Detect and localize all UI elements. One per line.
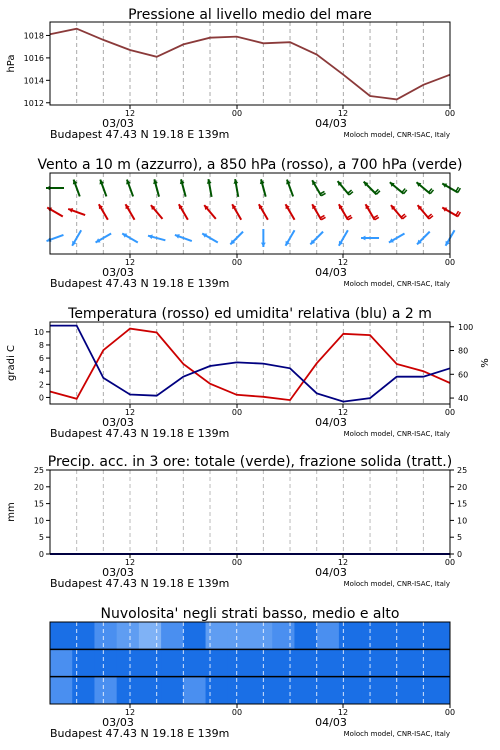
cloud-cell — [139, 677, 162, 704]
wind-10m-arrow — [417, 232, 430, 245]
date-label: 03/03 — [102, 566, 134, 579]
date-label: 04/03 — [315, 416, 347, 429]
wind-850-arrow — [312, 204, 325, 220]
cloud-cell — [317, 622, 340, 649]
x-tick-label: 12 — [124, 258, 136, 267]
chart-title: Vento a 10 m (azzurro), a 850 hPa (rosso), a 700 hPa (verde) — [37, 157, 463, 173]
credit-label: Moloch model, CNR-ISAC, Italy — [343, 580, 450, 588]
cloud-cell — [228, 649, 251, 676]
cloud-cell — [50, 649, 73, 676]
y2-tick-label: 10 — [457, 516, 468, 526]
chart-title: Nuvolosita' negli strati basso, medio e alto — [100, 606, 400, 622]
y2-tick-label: 100 — [458, 322, 474, 332]
cloud-cell — [161, 677, 184, 704]
cloud-cell — [72, 677, 95, 704]
chart-panel-4 — [6, 454, 467, 590]
cloud-cell — [339, 622, 362, 649]
cloud-cell — [428, 649, 451, 676]
x-tick-label: 12 — [124, 708, 136, 717]
wind-10m-arrow — [202, 234, 218, 243]
wind-700-arrow — [126, 180, 133, 197]
wind-850-arrow — [391, 205, 406, 219]
y-tick-label: 1018 — [23, 31, 44, 41]
cloud-cell — [94, 649, 117, 676]
y-axis-label: gradi C — [6, 345, 17, 381]
wind-700-arrow — [153, 179, 159, 196]
wind-700-arrow — [46, 186, 64, 191]
cloud-cell — [94, 677, 117, 704]
cloud-cell — [250, 677, 273, 704]
x-tick-label: 12 — [337, 258, 349, 267]
y-tick-label: 1014 — [23, 76, 44, 86]
plot-frame — [50, 470, 450, 554]
cloud-cell — [383, 649, 406, 676]
y-tick-label: 1012 — [23, 98, 44, 108]
wind-10m-arrow — [175, 234, 192, 241]
date-label: 04/03 — [315, 716, 347, 729]
y2-tick-label: 20 — [457, 482, 468, 492]
wind-700-arrow — [100, 180, 107, 197]
cloud-cell — [139, 622, 162, 649]
y2-tick-label: 15 — [457, 499, 468, 509]
location-label: Budapest 47.43 N 19.18 E 139m — [50, 577, 230, 590]
cloud-cell — [50, 677, 73, 704]
y-axis-label: hPa — [6, 54, 17, 73]
cloud-cell — [206, 677, 229, 704]
chart-title: Temperatura (rosso) ed umidita' relativa (blu) a 2 m — [68, 306, 432, 322]
wind-700-arrow — [442, 184, 460, 193]
x-tick-label: 00 — [231, 258, 243, 267]
wind-850-arrow — [339, 204, 352, 220]
cloud-cell — [272, 677, 295, 704]
wind-700-arrow — [207, 179, 212, 197]
wind-700-arrow — [416, 182, 433, 194]
cloud-cell — [183, 677, 206, 704]
arrow-head — [361, 236, 365, 241]
cloud-cell — [72, 622, 95, 649]
wind-700-arrow — [234, 179, 239, 197]
y-tick-label: 20 — [33, 482, 44, 492]
x-tick-label: 12 — [124, 558, 136, 567]
cloud-cell — [339, 649, 362, 676]
chart-title: Pressione al livello medio del mare — [128, 7, 372, 23]
date-label: 03/03 — [102, 716, 134, 729]
cloud-cell — [272, 622, 295, 649]
x-tick-label: 12 — [337, 558, 349, 567]
chart-title: Precip. acc. in 3 ore: totale (verde), frazione solida (tratt.) — [47, 454, 453, 470]
y-tick-label: 2 — [38, 380, 44, 390]
wind-10m-arrow — [122, 234, 138, 243]
cloud-cell — [272, 649, 295, 676]
date-label: 03/03 — [102, 416, 134, 429]
wind-700-arrow — [260, 179, 266, 196]
cloud-cell — [294, 622, 317, 649]
y2-tick-label: 60 — [458, 370, 469, 380]
wind-700-arrow — [312, 180, 325, 196]
wind-850-arrow — [442, 208, 460, 217]
date-label: 03/03 — [102, 266, 134, 279]
cloud-cell — [94, 622, 117, 649]
y-axis-label: mm — [6, 502, 17, 522]
cloud-cell — [206, 622, 229, 649]
wind-700-arrow — [73, 180, 80, 197]
y-tick-label: 0 — [38, 550, 44, 559]
chart-panel-1 — [6, 7, 455, 141]
wind-10m-arrow — [230, 232, 243, 245]
location-label: Budapest 47.43 N 19.18 E 139m — [50, 727, 230, 740]
wind-10m-arrow — [47, 235, 64, 242]
cloud-cell — [139, 649, 162, 676]
cloud-cell — [361, 677, 384, 704]
wind-10m-arrow — [261, 229, 266, 247]
cloud-cell — [361, 622, 384, 649]
y-tick-label: 0 — [38, 393, 44, 403]
wind-850-arrow — [366, 204, 379, 220]
x-tick-label: 00 — [231, 408, 243, 417]
cloud-cell — [428, 622, 451, 649]
location-label: Budapest 47.43 N 19.18 E 139m — [50, 128, 230, 141]
date-label: 04/03 — [315, 566, 347, 579]
y2-axis-label: % — [480, 358, 491, 368]
x-tick-label: 00 — [231, 558, 243, 567]
y-tick-label: 6 — [38, 354, 44, 364]
cloud-cell — [250, 649, 273, 676]
cloud-cell — [72, 649, 95, 676]
wind-700-arrow — [180, 179, 186, 196]
wind-10m-arrow — [310, 232, 323, 245]
cloud-cell — [250, 622, 273, 649]
cloud-cell — [294, 677, 317, 704]
cloud-cell — [294, 649, 317, 676]
y2-tick-label: 5 — [457, 533, 463, 543]
y-tick-label: 4 — [38, 367, 44, 377]
cloud-cell — [161, 649, 184, 676]
location-label: Budapest 47.43 N 19.18 E 139m — [50, 277, 230, 290]
plot-frame — [50, 22, 450, 105]
x-tick-label: 00 — [444, 708, 456, 717]
wind-700-arrow — [286, 180, 293, 197]
cloud-cell — [161, 622, 184, 649]
cloud-cell — [117, 677, 140, 704]
cloud-cell — [406, 649, 429, 676]
y-tick-label: 10 — [33, 327, 44, 337]
wind-850-arrow — [418, 205, 433, 219]
y-tick-label: 8 — [38, 340, 44, 350]
arrow-head — [261, 243, 266, 247]
date-label: 03/03 — [102, 117, 134, 130]
credit-label: Moloch model, CNR-ISAC, Italy — [343, 131, 450, 139]
cloud-cell — [228, 622, 251, 649]
y-tick-label: 5 — [38, 533, 44, 543]
y-tick-label: 10 — [33, 516, 44, 526]
cloud-cell — [428, 677, 451, 704]
credit-label: Moloch model, CNR-ISAC, Italy — [343, 280, 450, 288]
cloud-cell — [383, 677, 406, 704]
y2-tick-label: 25 — [457, 466, 468, 475]
credit-label: Moloch model, CNR-ISAC, Italy — [343, 730, 450, 738]
cloud-cell — [117, 649, 140, 676]
x-tick-label: 12 — [337, 408, 349, 417]
date-label: 04/03 — [315, 117, 347, 130]
temperature-line — [50, 329, 450, 401]
x-tick-label: 12 — [124, 109, 136, 118]
x-tick-label: 00 — [444, 109, 456, 118]
y2-tick-label: 0 — [457, 550, 463, 559]
y-tick-label: 15 — [33, 499, 44, 509]
humidity-line — [50, 326, 450, 402]
cloud-cell — [317, 677, 340, 704]
y-tick-label: 25 — [33, 466, 44, 475]
y-tick-label: 1016 — [23, 53, 44, 63]
x-tick-label: 00 — [231, 708, 243, 717]
credit-label: Moloch model, CNR-ISAC, Italy — [343, 430, 450, 438]
cloud-cell — [383, 622, 406, 649]
cloud-cell — [406, 622, 429, 649]
cloud-cell — [183, 649, 206, 676]
x-tick-label: 00 — [231, 109, 243, 118]
wind-700-arrow — [390, 182, 407, 194]
chart-panel-3 — [6, 306, 491, 440]
cloud-cell — [317, 649, 340, 676]
cloud-cell — [183, 622, 206, 649]
cloud-cell — [406, 677, 429, 704]
x-tick-label: 12 — [337, 109, 349, 118]
x-tick-label: 12 — [337, 708, 349, 717]
x-tick-label: 12 — [124, 408, 136, 417]
cloud-cell — [361, 649, 384, 676]
cloud-cell — [206, 649, 229, 676]
date-label: 04/03 — [315, 266, 347, 279]
chart-panel-5 — [50, 606, 455, 740]
cloud-cell — [117, 622, 140, 649]
chart-panel-2 — [37, 157, 462, 290]
y2-tick-label: 40 — [458, 394, 469, 404]
pressure-line — [50, 29, 450, 100]
x-tick-label: 00 — [444, 258, 456, 267]
wind-700-arrow — [338, 181, 353, 195]
x-tick-label: 00 — [444, 408, 456, 417]
x-tick-label: 00 — [444, 558, 456, 567]
wind-10m-arrow — [96, 234, 112, 243]
y2-tick-label: 80 — [458, 346, 469, 356]
cloud-cell — [50, 622, 73, 649]
wind-10m-arrow — [389, 234, 405, 243]
cloud-cell — [228, 677, 251, 704]
wind-700-arrow — [364, 182, 380, 195]
location-label: Budapest 47.43 N 19.18 E 139m — [50, 427, 230, 440]
cloud-cell — [339, 677, 362, 704]
